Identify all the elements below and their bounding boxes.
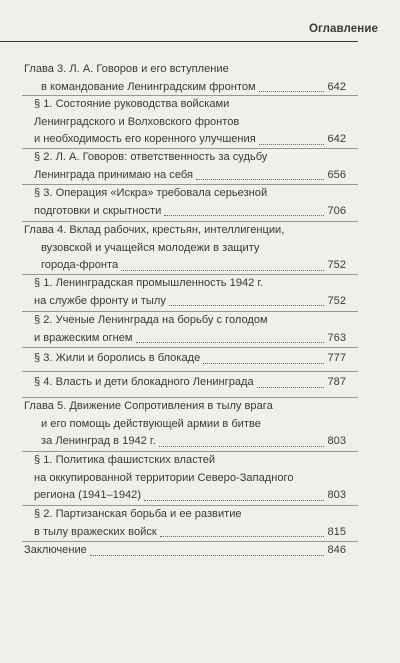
separator: [22, 371, 358, 372]
toc-line: Глава 4. Вклад рабочих, крестьян, интеллигенции,: [24, 224, 285, 236]
page-number: 787: [327, 376, 346, 388]
toc-line-last: [34, 330, 346, 348]
toc-line: § 2. Ученые Ленинграда на борьбу с голодом: [34, 314, 268, 326]
toc-line: в командование Ленинградским фронтом: [41, 80, 256, 93]
page-number: 803: [327, 489, 346, 501]
toc-line-last: [34, 524, 346, 542]
dot-leader: [160, 535, 325, 537]
page-number: 642: [327, 80, 346, 93]
toc-line: региона (1941–1942): [34, 489, 142, 501]
toc-line: Заключение: [24, 544, 87, 556]
toc-line: Глава 3. Л. А. Говоров и его вступление: [24, 63, 229, 75]
page-number: 803: [327, 435, 346, 447]
page-number: 642: [327, 133, 346, 145]
toc-line-last: [24, 79, 346, 97]
dot-leader: [164, 214, 324, 216]
toc-line-last: [34, 293, 346, 311]
page-number: 763: [327, 331, 346, 344]
toc-line: города-фронта: [41, 259, 119, 271]
header-rule: [0, 41, 358, 42]
toc-section: [34, 312, 346, 347]
dot-leader: [121, 269, 324, 271]
page-number: 752: [327, 294, 346, 307]
page-number: 846: [327, 544, 346, 556]
page-number: 815: [327, 525, 346, 538]
toc-line: § 3. Операция «Искра» требовала серьезной: [34, 187, 268, 199]
toc-line-last: [34, 203, 346, 221]
toc-conclusion: [24, 542, 346, 560]
toc-line: Глава 5. Движение Сопротивления в тылу врага: [24, 400, 273, 412]
dot-leader: [90, 554, 325, 556]
page-number: 706: [327, 204, 346, 217]
dot-leader: [169, 304, 325, 306]
dot-leader: [259, 143, 325, 145]
toc-line: Ленинграда принимаю на себя: [34, 168, 193, 181]
toc-section: [34, 185, 346, 220]
toc-line: Ленинградского и Волховского фронтов: [34, 115, 240, 128]
toc-line-last: [34, 167, 346, 185]
dot-leader: [257, 386, 325, 388]
toc-section: [34, 149, 346, 184]
toc-line: на службе фронту и тылу: [34, 294, 166, 307]
page-number: 656: [327, 168, 346, 181]
toc-line: в тылу вражеских войск: [34, 525, 157, 538]
toc-line-last: [34, 374, 346, 392]
toc-line-last: [24, 433, 346, 451]
toc-line-last: [34, 350, 346, 368]
dot-leader: [203, 362, 324, 364]
toc-line: § 1. Политика фашистских властей: [34, 454, 216, 466]
toc-line-last: [34, 487, 346, 505]
page-number: 777: [327, 352, 346, 364]
toc-chapter-4: [24, 222, 346, 275]
dot-leader: [196, 178, 324, 180]
toc-section: [34, 374, 346, 392]
page-header: [0, 0, 400, 47]
dot-leader: [144, 499, 324, 501]
toc-line-last: [24, 257, 346, 275]
toc-section: [34, 96, 346, 149]
toc-section: [34, 452, 346, 505]
separator: [22, 347, 358, 348]
toc-line: § 3. Жили и боролись в блокаде: [34, 352, 201, 364]
toc-chapter-3: [24, 61, 346, 96]
toc-section: [34, 275, 346, 310]
toc-line: подготовки и скрытности: [34, 204, 162, 217]
toc-line: и вражеским огнем: [34, 331, 133, 344]
toc-line: § 4. Власть и дети блокадного Ленинграда: [34, 376, 254, 388]
toc-line: вузовской и учащейся молодежи в защиту: [41, 241, 260, 254]
toc-line: за Ленинград в 1942 г.: [41, 435, 156, 447]
page-number: 752: [327, 259, 346, 271]
toc-line: и его помощь действующей армии в битве: [41, 417, 261, 430]
toc-line: § 2. Партизанская борьба и ее развитие: [34, 508, 242, 520]
toc-line: на оккупированной территории Северо-Западного: [34, 471, 294, 484]
running-title: Оглавление: [308, 23, 378, 35]
toc-line: § 2. Л. А. Говоров: ответственность за судьбу: [34, 151, 268, 163]
dot-leader: [159, 445, 325, 447]
toc-line: и необходимость его коренного улучшения: [34, 133, 256, 145]
dot-leader: [259, 90, 325, 92]
toc-line-last: [34, 131, 346, 149]
toc-line: § 1. Ленинградская промышленность 1942 г.: [34, 277, 264, 289]
toc-section: [34, 506, 346, 541]
toc-section: [34, 350, 346, 368]
toc-chapter-5: [24, 398, 346, 451]
toc-line: § 1. Состояние руководства войсками: [34, 98, 230, 110]
dot-leader: [136, 341, 325, 343]
toc-line-last: [24, 542, 346, 560]
